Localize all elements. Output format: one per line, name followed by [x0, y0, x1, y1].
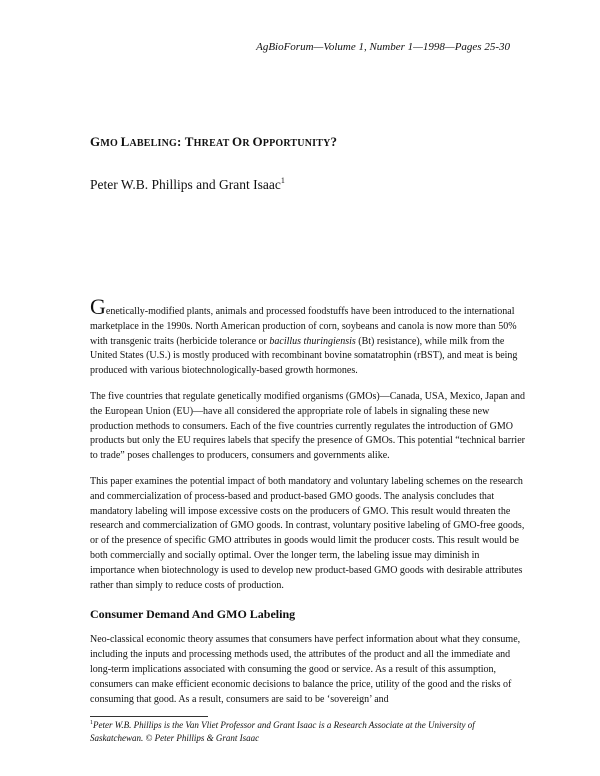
running-header: AgBioForum—Volume 1, Number 1—1998—Pages 25-30	[256, 41, 510, 53]
article-body	[90, 294, 526, 718]
author-names: Peter W.B. Phillips and Grant Isaac	[90, 177, 281, 192]
paragraph-intro-text-a: enetically-modified plants, animals and processed foodstuffs have been introduced to the international marketplace in the 1990s. North American production of corn, soybeans and canola is now more than 50% with transgenic traits (herbicide tolerance or	[90, 306, 517, 347]
title-part: MO	[100, 138, 121, 149]
footnote-divider	[90, 716, 208, 717]
title-part: O	[252, 134, 263, 149]
paragraph-intro-italic: bacillus thuringiensis	[269, 335, 356, 347]
paragraph-scope: This paper examines the potential impact of both mandatory and voluntary labeling schemes on the research and commercialization of process-based and product-based GMO goods. The analysis concludes that mandatory labeling will impose excessive costs on the producers of GMO. This result would threaten the research and commercialization of GMO goods. In contrast, voluntary positive labeling of GMO-free goods, or of the presence of specific GMO attributes in goods would limit the producer costs. This result would be both commercially and socially optimal. Over the longer term, the labeling issue may diminish in importance when biotechnology is used to develop new product-based GMO goods with desirable attributes rather than simply to reduce costs of production.	[90, 475, 525, 591]
title-part: : T	[177, 134, 194, 149]
paragraph-regulation: The five countries that regulate genetically modified organisms (GMOs)—Canada, USA, Mexico, Japan and the European Union (EU)—have all considered the appropriate role of labels in signaling these new production methods to consumers. Each of the five countries currently regulates the introduction of GMO products but only the EU requires labels that specify the presence of GMOs. This potential “technical barrier to trade” poses challenges to producers, consumers and governments alike.	[90, 390, 525, 462]
paragraph-intro	[90, 294, 526, 379]
footnote-text: Peter W.B. Phillips is the Van Vliet Professor and Grant Isaac is a Research Associate at the University of Saskatchewan. © Peter Phillips & Grant Isaac	[90, 720, 475, 743]
article-authors	[90, 177, 530, 193]
title-part: HREAT	[193, 138, 233, 149]
section-heading: Consumer Demand And GMO Labeling	[90, 607, 296, 622]
paragraph-intro-text-b: (Bt) resistance), while milk from the United States (U.S.) is mostly produced with recombinant bovine somatatrophin (rBST), and meat is being produced with various biotechnologically-based growth hormones.	[90, 335, 518, 377]
title-part: PPORTUNITY	[262, 138, 331, 149]
title-part: R	[242, 138, 253, 149]
title-part: G	[90, 134, 101, 149]
title-part: L	[120, 134, 130, 149]
title-part: ABELING	[129, 138, 178, 149]
paragraph-consumer-theory: Neo-classical economic theory assumes that consumers have perfect information about what they consume, including the inputs and processing methods used, the attributes of the product and all the immediate and long-term implications associated with consuming the good or service. As a result of this assumption, consumers can make efficient economic decisions to balance the price, utility of the good and the risks of consuming that good. As a result, consumers are said to be ‘sovereign’ and	[90, 634, 521, 705]
author-footnote-mark: 1	[280, 176, 285, 185]
title-part: O	[232, 134, 243, 149]
footnote-mark: 1	[90, 720, 93, 726]
article-title	[90, 134, 530, 152]
drop-cap: G	[90, 294, 106, 319]
title-part: ?	[330, 134, 338, 149]
footnote	[90, 719, 526, 745]
